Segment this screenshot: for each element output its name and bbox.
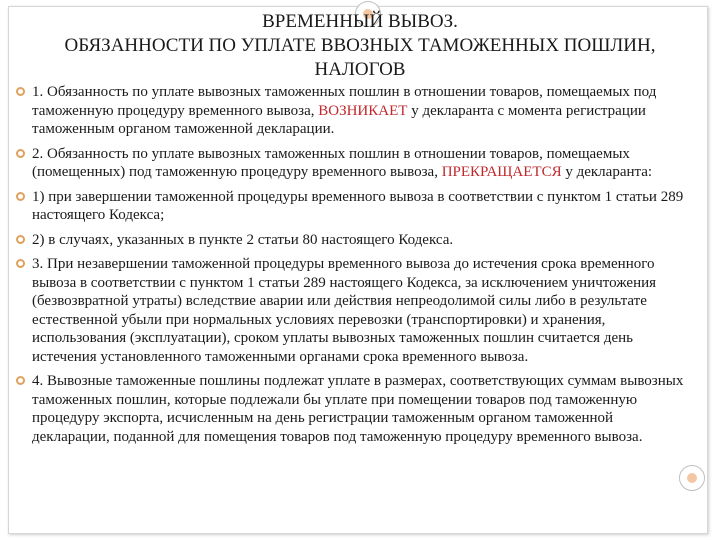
paragraph-5-text: 3. При незавершении таможенной процедуры временного вывоза до истечения срока временного вывоза в соответствии с пунктом 1 статьи 289 настоящего Кодекса, за исключением уничтожения (безвозвратной утраты) вследствие аварии или действия непреодолимой силы либо в результате естественной убыли при нормальных условиях перевозки (транспортировки) и хранения, использования (эксплуатации), сроком уплаты вывозных таможенных пошлин считается день истечения установленного таможенными органами срока временного вывоза. (32, 256, 657, 365)
paragraph-4-text: 2) в случаях, указанных в пункте 2 статьи 80 настоящего Кодекса. (32, 231, 454, 248)
paragraph-6 (14, 372, 686, 446)
paragraph-2-highlight: ПРЕКРАЩАЕТСЯ (441, 164, 562, 180)
paragraph-2 (14, 145, 686, 182)
paragraph-1-text-b: у декларанта с момента регистрации таможенным органом таможенной декларации. (32, 102, 646, 137)
paragraph-3 (14, 188, 686, 225)
bullet-icon (16, 192, 25, 201)
paragraph-1-text-a: 1. Обязанность по уплате вывозных таможенных пошлин в отношении товаров, помещаемых под таможенную процедуру временного вывоза, (32, 84, 657, 119)
slide-content (14, 83, 686, 452)
title-line-2: ОБЯЗАННОСТИ ПО УПЛАТЕ ВВОЗНЫХ ТАМОЖЕННЫХ ПОШЛИН, (64, 35, 656, 56)
paragraph-1 (14, 83, 686, 139)
bullet-icon (16, 235, 25, 244)
bullet-icon (16, 87, 25, 96)
bullet-icon (16, 149, 25, 158)
paragraph-3-text: 1) при завершении таможенной процедуры временного вывоза в соответствии с пунктом 1 статьи 289 настоящего Кодекса; (32, 188, 684, 223)
bullet-icon (16, 259, 25, 268)
title-line-3: НАЛОГОВ (314, 59, 406, 80)
paragraph-6-text: 4. Вывозные таможенные пошлины подлежат уплате в размерах, соответствующих суммам вывозных таможенных пошлин, которые подлежали бы уплате при помещении товаров под таможенную процедуру экспорта, исчисленным на день регистрации таможенным органом таможенной декларации, поданной для помещения товаров под таможенную процедуру временного вывоза. (32, 373, 684, 445)
paragraph-4 (14, 231, 686, 250)
paragraph-1-highlight: ВОЗНИКАЕТ (318, 102, 408, 119)
paragraph-5 (14, 255, 686, 366)
title-line-1: ВРЕМЕННЫЙ ВЫВОЗ. (262, 11, 458, 32)
paragraph-2-text-b: у декларанта: (561, 164, 653, 180)
slide-title (20, 10, 700, 82)
ornament-circle-right (679, 465, 705, 491)
bullet-icon (16, 376, 25, 385)
paragraph-2-text-a: 2. Обязанность по уплате вывозных таможенных пошлин в отношении товаров, помещаемых (помещенных) под таможенную процедуру временного вывоза, (32, 145, 630, 180)
